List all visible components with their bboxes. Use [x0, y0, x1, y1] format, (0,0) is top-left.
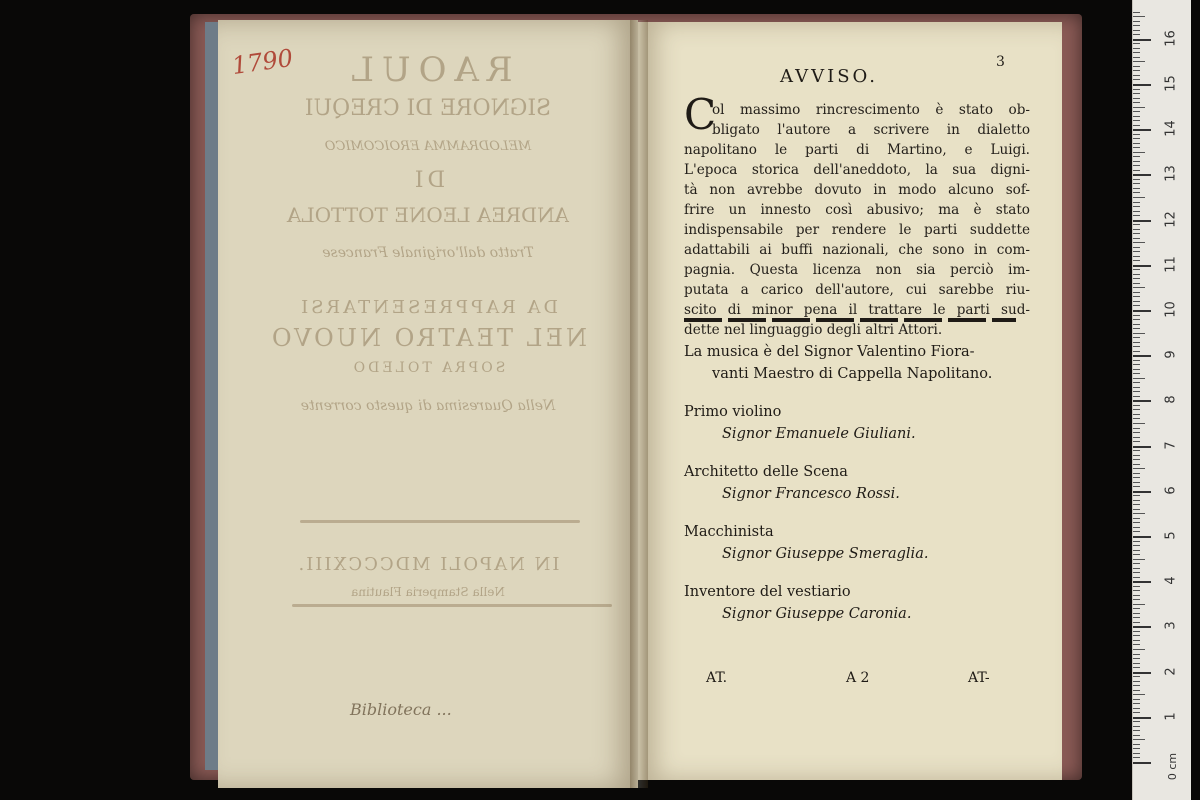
- ruler-tick: [1133, 590, 1140, 591]
- ruler-tick: [1133, 622, 1140, 623]
- ruler-tick: [1133, 70, 1140, 71]
- ruler-tick: [1133, 21, 1140, 22]
- notice-line: scito di minor pena il trattare le parti sud-: [684, 302, 1030, 318]
- notice-line: putata a carico dell'autore, cui sarebbe riu-: [684, 282, 1030, 298]
- ruler-tick: [1133, 125, 1140, 126]
- centimeter-ruler: [1132, 0, 1191, 800]
- ruler-number: 11: [1163, 256, 1179, 273]
- credit-name: Signor Giuseppe Smeraglia.: [722, 546, 929, 562]
- ruler-tick: [1133, 753, 1140, 754]
- ruler-tick: [1133, 220, 1151, 222]
- ruler-tick: [1133, 25, 1140, 26]
- ruler-tick: [1133, 310, 1151, 312]
- notice-line: bligato l'autore a scrivere in dialetto: [712, 122, 1030, 138]
- ruler-tick: [1133, 545, 1140, 546]
- ruler-tick: [1133, 43, 1140, 44]
- ruler-tick: [1133, 491, 1151, 493]
- ruler-tick: [1133, 197, 1145, 198]
- ruler-number: 9: [1163, 350, 1179, 359]
- ruler-tick: [1133, 328, 1140, 329]
- ruler-number: 8: [1163, 395, 1179, 405]
- ruler-tick: [1133, 473, 1140, 474]
- ruler-tick: [1133, 364, 1140, 365]
- ruler-number: 15: [1163, 75, 1179, 92]
- ruler-tick: [1133, 373, 1140, 374]
- ruler-tick: [1133, 559, 1145, 560]
- ruler-tick: [1133, 428, 1140, 429]
- ruler-tick: [1133, 129, 1151, 131]
- ruler-tick: [1133, 265, 1151, 267]
- ruler-tick: [1133, 572, 1140, 573]
- ruler-tick: [1133, 16, 1145, 17]
- ruler-tick: [1133, 337, 1140, 338]
- ruler-tick: [1133, 464, 1140, 465]
- handwritten-signature: Biblioteca ...: [350, 700, 452, 719]
- ruler-tick: [1133, 391, 1140, 392]
- ruler-tick: [1133, 414, 1140, 415]
- ruler-tick: [1133, 351, 1140, 352]
- ruler-tick: [1133, 256, 1140, 257]
- show-through-text: RAOUL SIGNORE DI CREQUI MELODRAMMA EROICOMICO DI ANDREA LEONE TOTTOLA Tratto dall'originale Francese DA RAPPRESENTARSI NEL TEATRO NUOVO SOPRA TOLEDO Nella Quaresima di questo corrente IN NAPOLI MDCCCXIII. Nella Stamperia Flautina: [268, 50, 588, 599]
- ruler-tick: [1133, 107, 1145, 108]
- ruler-tick: [1133, 215, 1140, 216]
- ruler-tick: [1133, 405, 1140, 406]
- ruler-tick: [1133, 450, 1140, 451]
- music-credit-line-2: vanti Maestro di Cappella Napolitano.: [712, 366, 993, 382]
- ruler-tick: [1133, 202, 1140, 203]
- ruler-number: 10: [1163, 301, 1179, 318]
- ruler-number: 5: [1163, 531, 1179, 540]
- ruler-tick: [1133, 654, 1140, 655]
- ruler-tick: [1133, 762, 1151, 764]
- ruler-tick: [1133, 649, 1145, 650]
- ruler-tick: [1133, 360, 1140, 361]
- ruler-tick: [1133, 75, 1140, 76]
- dashed-separator: [684, 318, 1016, 322]
- ruler-tick: [1133, 703, 1140, 704]
- left-page-rule: [300, 520, 580, 523]
- ruler-tick: [1133, 333, 1145, 334]
- ruler-tick: [1133, 518, 1140, 519]
- ruler-tick: [1133, 735, 1140, 736]
- ruler-tick: [1133, 635, 1140, 636]
- ruler-number: 12: [1163, 210, 1179, 228]
- ruler-number: 16: [1163, 30, 1179, 47]
- ruler-tick: [1133, 626, 1151, 628]
- ruler-tick: [1133, 672, 1151, 674]
- ruler-tick: [1133, 699, 1140, 700]
- ruler-tick: [1133, 563, 1140, 564]
- ruler-tick: [1133, 269, 1140, 270]
- ruler-tick: [1133, 423, 1145, 424]
- ruler-tick: [1133, 694, 1145, 695]
- ruler-tick: [1133, 170, 1140, 171]
- ruler-number: 1: [1163, 712, 1179, 721]
- ruler-tick: [1133, 658, 1140, 659]
- notice-line: napolitano le parti di Martino, e Luigi.: [684, 142, 1030, 158]
- ruler-tick: [1133, 522, 1140, 523]
- ruler-number: 2: [1163, 666, 1179, 676]
- credit-role: Inventore del vestiario: [684, 584, 851, 600]
- ruler-tick: [1133, 251, 1140, 252]
- ruler-tick: [1133, 757, 1140, 758]
- ruler-tick: [1133, 667, 1140, 668]
- credit-role: Architetto delle Scena: [684, 464, 848, 480]
- ruler-tick: [1133, 663, 1140, 664]
- ruler-tick: [1133, 165, 1140, 166]
- ruler-tick: [1133, 486, 1140, 487]
- notice-heading: AVVISO.: [780, 66, 878, 87]
- ruler-tick: [1133, 292, 1140, 293]
- notice-line: pagnia. Questa licenza non sia perciò im-: [684, 262, 1030, 278]
- ruler-tick: [1133, 89, 1140, 90]
- ruler-tick: [1133, 79, 1140, 80]
- ruler-tick: [1133, 577, 1140, 578]
- ruler-tick: [1133, 400, 1151, 402]
- ruler-tick: [1133, 730, 1140, 731]
- ruler-tick: [1133, 382, 1140, 383]
- ruler-tick: [1133, 247, 1140, 248]
- ruler-tick: [1133, 531, 1140, 532]
- ruler-tick: [1133, 482, 1140, 483]
- ruler-tick: [1133, 550, 1140, 551]
- ruler-tick: [1133, 441, 1140, 442]
- notice-line: adattabili ai buffi nazionali, che sono in com-: [684, 242, 1030, 258]
- notice-line: ol massimo rincrescimento è stato ob-: [712, 102, 1030, 118]
- ruler-tick: [1133, 66, 1140, 67]
- ruler-number: 6: [1163, 486, 1179, 495]
- ruler-tick: [1133, 120, 1140, 121]
- ruler-tick: [1133, 260, 1140, 261]
- ruler-tick: [1133, 34, 1140, 35]
- ruler-tick: [1133, 418, 1140, 419]
- ruler-tick: [1133, 39, 1151, 41]
- ruler-tick: [1133, 274, 1140, 275]
- ruler-tick: [1133, 61, 1145, 62]
- ruler-tick: [1133, 301, 1140, 302]
- ruler-tick: [1133, 346, 1140, 347]
- ruler-unit-label: 0 cm: [1166, 752, 1180, 781]
- credit-name: Signor Francesco Rossi.: [722, 486, 900, 502]
- ruler-tick: [1133, 161, 1140, 162]
- ruler-tick: [1133, 568, 1140, 569]
- ruler-tick: [1133, 116, 1140, 117]
- ruler-tick: [1133, 233, 1140, 234]
- ruler-tick: [1133, 211, 1140, 212]
- ruler-tick: [1133, 305, 1140, 306]
- ruler-tick: [1133, 396, 1140, 397]
- ruler-number: 3: [1163, 621, 1179, 631]
- ruler-tick: [1133, 541, 1140, 542]
- ruler-tick: [1133, 229, 1140, 230]
- ruler-tick: [1133, 174, 1151, 176]
- ruler-tick: [1133, 315, 1140, 316]
- ruler-tick: [1133, 536, 1151, 538]
- catchword: AT.: [706, 670, 728, 686]
- ruler-tick: [1133, 608, 1140, 609]
- ruler-tick: [1133, 513, 1145, 514]
- ruler-tick: [1133, 717, 1151, 719]
- ruler-tick: [1133, 143, 1140, 144]
- ruler-tick: [1133, 224, 1140, 225]
- ruler-tick: [1133, 319, 1140, 320]
- handwritten-year: 1790: [230, 43, 295, 81]
- ruler-tick: [1133, 712, 1140, 713]
- ruler-tick: [1133, 84, 1151, 86]
- ruler-tick: [1133, 93, 1140, 94]
- ruler-tick: [1133, 242, 1145, 243]
- ruler-tick: [1133, 111, 1140, 112]
- ruler-tick: [1133, 152, 1145, 153]
- notice-line: L'epoca storica dell'aneddoto, la sua digni-: [684, 162, 1030, 178]
- ruler-tick: [1133, 283, 1140, 284]
- ruler-tick: [1133, 48, 1140, 49]
- ruler-tick: [1133, 640, 1140, 641]
- ruler-tick: [1133, 455, 1140, 456]
- ruler-tick: [1133, 147, 1140, 148]
- ruler-tick: [1133, 681, 1140, 682]
- ruler-tick: [1133, 138, 1140, 139]
- ruler-number: 13: [1163, 165, 1179, 183]
- ruler-tick: [1133, 581, 1151, 583]
- ruler-tick: [1133, 387, 1140, 388]
- ruler-tick: [1133, 685, 1140, 686]
- ruler-tick: [1133, 355, 1151, 357]
- credit-name: Signor Giuseppe Caronia.: [722, 606, 912, 622]
- ruler-tick: [1133, 468, 1145, 469]
- ruler-tick: [1133, 613, 1140, 614]
- ruler-tick: [1133, 378, 1145, 379]
- notice-line: indispensabile per rendere le parti suddette: [684, 222, 1030, 238]
- notice-line: frire un innesto così abusivo; ma è stato: [684, 202, 1030, 218]
- ruler-tick: [1133, 98, 1140, 99]
- ruler-tick: [1133, 744, 1140, 745]
- ruler-tick: [1133, 595, 1140, 596]
- ruler-tick: [1133, 57, 1140, 58]
- ruler-tick: [1133, 12, 1140, 13]
- ruler-tick: [1133, 102, 1140, 103]
- signature-mark: A 2: [846, 670, 870, 686]
- ruler-tick: [1133, 409, 1140, 410]
- ruler-tick: [1133, 432, 1140, 433]
- ruler-tick: [1133, 617, 1140, 618]
- left-page-rule-2: [292, 604, 612, 607]
- ruler-tick: [1133, 586, 1140, 587]
- music-credit-line-1: La musica è del Signor Valentino Fiora-: [684, 344, 975, 360]
- ruler-tick: [1133, 30, 1140, 31]
- ruler-tick: [1133, 324, 1140, 325]
- ruler-tick: [1133, 278, 1140, 279]
- notice-line: dette nel linguaggio degli altri Attori.: [684, 322, 943, 338]
- ruler-tick: [1133, 644, 1140, 645]
- ruler-tick: [1133, 631, 1140, 632]
- ruler-tick: [1133, 748, 1140, 749]
- ruler-tick: [1133, 500, 1140, 501]
- ruler-tick: [1133, 206, 1140, 207]
- credit-role: Macchinista: [684, 524, 774, 540]
- ruler-tick: [1133, 739, 1145, 740]
- ruler-tick: [1133, 342, 1140, 343]
- ruler-tick: [1133, 52, 1140, 53]
- credit-role: Primo violino: [684, 404, 782, 420]
- ruler-tick: [1133, 708, 1140, 709]
- catchword: AT-: [968, 670, 990, 686]
- ruler-tick: [1133, 690, 1140, 691]
- ruler-tick: [1133, 188, 1140, 189]
- ruler-tick: [1133, 459, 1140, 460]
- ruler-tick: [1133, 134, 1140, 135]
- ruler-tick: [1133, 726, 1140, 727]
- credit-name: Signor Emanuele Giuliani.: [722, 426, 916, 442]
- ruler-tick: [1133, 504, 1140, 505]
- ruler-tick: [1133, 192, 1140, 193]
- ruler-tick: [1133, 599, 1140, 600]
- ruler-tick: [1133, 509, 1140, 510]
- book-gutter: [630, 20, 648, 788]
- ruler-tick: [1133, 477, 1140, 478]
- ruler-tick: [1133, 156, 1140, 157]
- ruler-tick: [1133, 296, 1140, 297]
- ruler-number: 4: [1163, 576, 1179, 585]
- page-number: 3: [996, 54, 1005, 70]
- ruler-tick: [1133, 446, 1151, 448]
- ruler-number: 7: [1163, 440, 1179, 450]
- ruler-tick: [1133, 369, 1140, 370]
- ruler-tick: [1133, 676, 1140, 677]
- ruler-tick: [1133, 554, 1140, 555]
- ruler-tick: [1133, 238, 1140, 239]
- ruler-number: 14: [1163, 120, 1179, 137]
- ruler-tick: [1133, 721, 1140, 722]
- drop-cap: C: [684, 90, 717, 139]
- ruler-tick: [1133, 437, 1140, 438]
- ruler-tick: [1133, 287, 1145, 288]
- ruler-tick: [1133, 183, 1140, 184]
- notice-paragraph: [684, 100, 1030, 340]
- ruler-tick: [1133, 495, 1140, 496]
- notice-line: tà non avrebbe dovuto in modo alcuno sof-: [684, 182, 1030, 198]
- ruler-tick: [1133, 527, 1140, 528]
- ruler-tick: [1133, 179, 1140, 180]
- ruler-tick: [1133, 604, 1145, 605]
